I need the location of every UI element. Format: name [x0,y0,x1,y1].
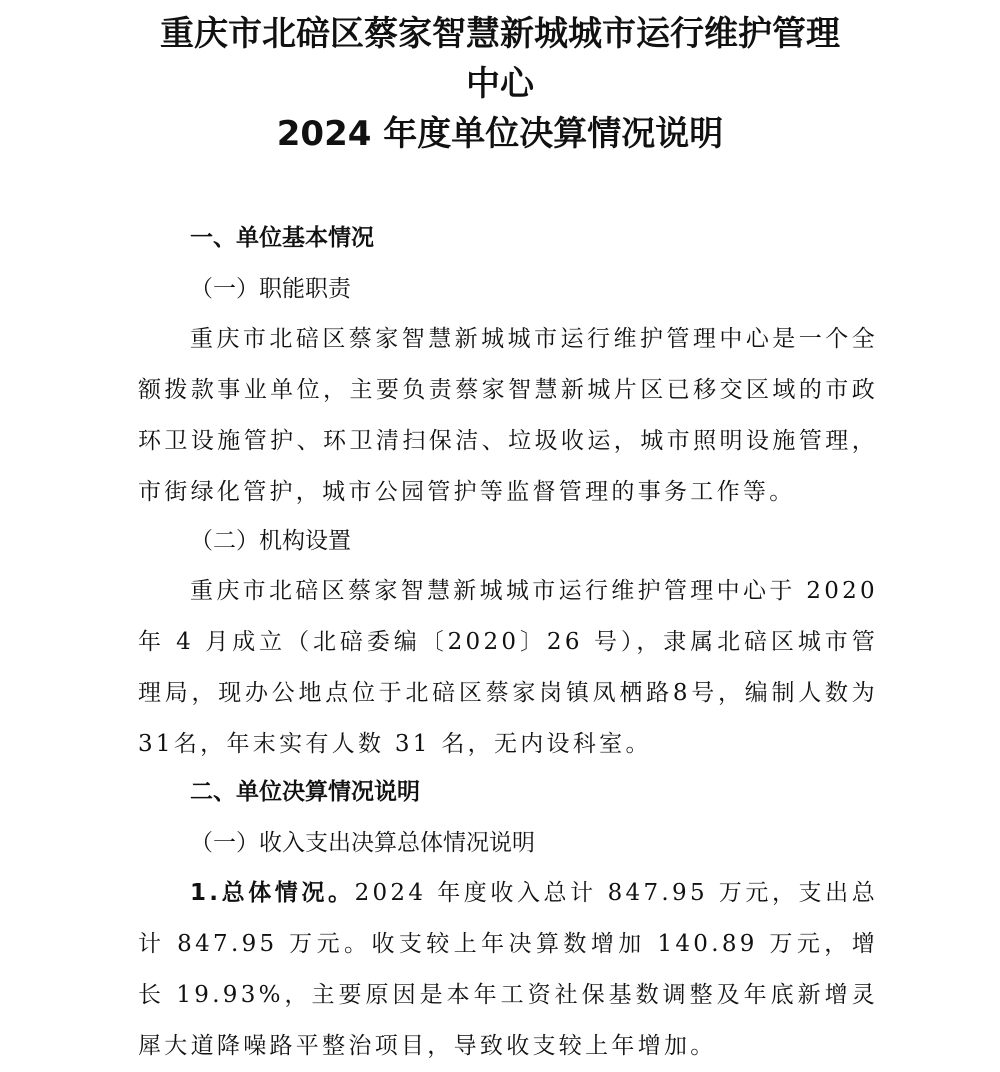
paragraph-organization: 重庆市北碚区蔡家智慧新城城市运行维护管理中心于 2020 年 4 月成立（北碚委编〔2020〕26 号），隶属北碚区城市管理局，现办公地点位于北碚区蔡家岗镇凤栖路8号，编制人数为31名，年末实有人数 31 名，无内设科室。 [138,578,878,757]
document-title-line2: 中心 [466,64,534,104]
subsection-heading-organization: （二）机构设置 [190,528,351,554]
section-heading-final-accounts: 二、单位决算情况说明 [190,779,420,805]
section-heading-basic-info: 一、单位基本情况 [190,225,374,251]
paragraph-overall-body: 2024 年度收入总计 847.95 万元，支出总计 847.95 万元。收支较上年决算数增加 140.89 万元，增长 19.93%，主要原因是本年工资社保基数调整及年底新增灵犀大道降噪路平整治项目，导致收支较上年增加。 [138,880,878,1059]
subsection-heading-income-expenditure: （一）收入支出决算总体情况说明 [190,830,535,856]
document-title-line3: 2024 年度单位决算情况说明 [276,114,724,154]
subsection-heading-functions: （一）职能职责 [190,276,351,302]
paragraph-overall [138,868,878,1072]
paragraph-overall-lead: 1.总体情况。 [190,880,355,906]
document-title-line1: 重庆市北碚区蔡家智慧新城城市运行维护管理 [160,14,840,54]
paragraph-functions: 重庆市北碚区蔡家智慧新城城市运行维护管理中心是一个全额拨款事业单位，主要负责蔡家智慧新城片区已移交区域的市政环卫设施管护、环卫清扫保洁、垃圾收运，城市照明设施管理，市街绿化管护，城市公园管护等监督管理的事务工作等。 [138,326,878,505]
